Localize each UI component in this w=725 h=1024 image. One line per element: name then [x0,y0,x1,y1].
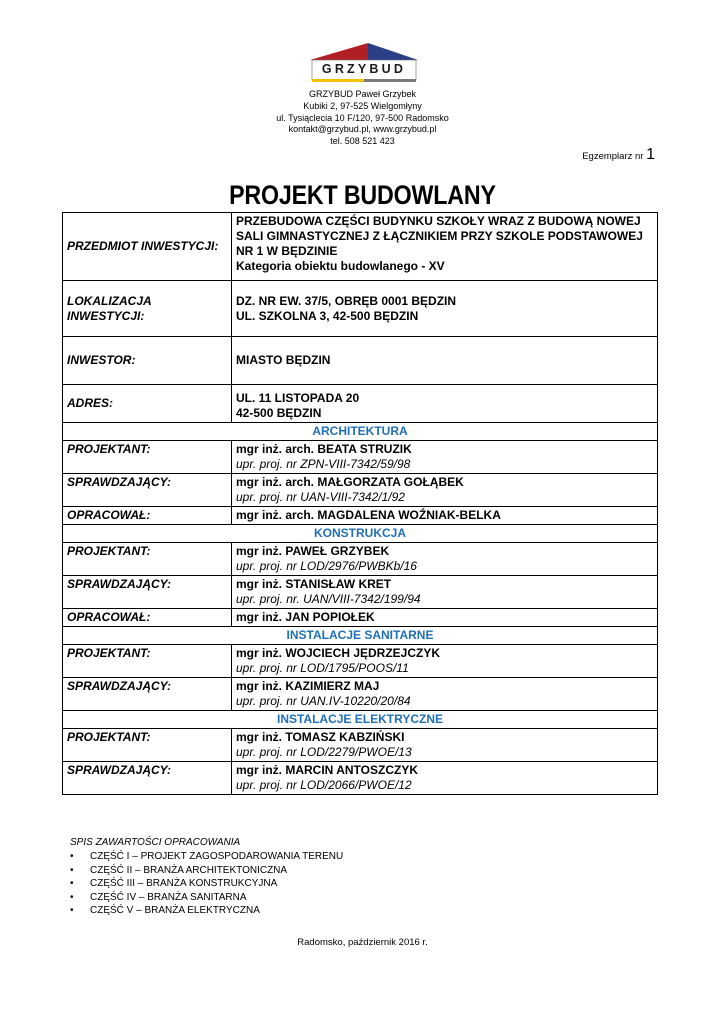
row-lokalizacja [63,281,658,337]
konst-projektant-name: mgr inż. PAWEŁ GRZYBEK [236,544,390,558]
contents-item-text: CZĘŚĆ IV – BRANŻA SANITARNA [90,891,247,903]
value-konst-sprawdzajacy [232,576,658,609]
section-elektryczne [63,711,658,729]
value-arch-projektant [232,441,658,474]
company-contact: kontakt@grzybud.pl, www.grzybud.pl [288,124,437,135]
san-projektant-license: upr. proj. nr LOD/1795/POOS/11 [236,661,409,675]
value-arch-sprawdzajacy [232,474,658,507]
logo-wordmark: GRZYBUD [321,62,407,76]
row-elek-sprawdzajacy [63,762,658,795]
contents-heading: SPIS ZAWARTOŚCI OPRACOWANIA [70,837,241,848]
label-lokalizacja: LOKALIZACJA INWESTYCJI: [63,281,232,337]
elek-projektant-license: upr. proj. nr LOD/2279/PWOE/13 [236,745,412,759]
copy-label: Egzemplarz nr [582,151,644,162]
row-przedmiot [63,213,658,281]
przedmiot-text: PRZEBUDOWA CZĘŚCI BUDYNKU SZKOŁY WRAZ Z BUDOWĄ NOWEJ SALI GIMNASTYCZNEJ Z ŁĄCZNIKIEM PRZY SZKOLE PODSTAWOWEJ NR 1 W BĘDZINIE [236,214,643,258]
value-elek-sprawdzajacy [232,762,658,795]
section-title-konstrukcja: KONSTRUKCJA [63,525,658,543]
lokalizacja-line-2: UL. SZKOLNA 3, 42-500 BĘDZIN [236,308,419,323]
value-elek-projektant [232,729,658,762]
row-san-sprawdzajacy [63,678,658,711]
label-adres: ADRES: [63,385,232,423]
contents-item-text: CZĘŚĆ V – BRANŻA ELEKTRYCZNA [90,905,260,917]
label-przedmiot: PRZEDMIOT INWESTYCJI: [63,213,232,281]
section-konstrukcja [63,525,658,543]
bullet-icon: • [70,864,74,876]
contents-item-text: CZĘŚĆ III – BRANŻA KONSTRUKCYJNA [90,878,278,890]
bullet-icon: • [70,878,74,890]
san-sprawdzajacy-name: mgr inż. KAZIMIERZ MAJ [236,679,380,693]
section-architektura [63,423,658,441]
company-name: GRZYBUD Paweł Grzybek [308,89,417,99]
arch-sprawdzajacy-license: upr. proj. nr UAN-VIII-7342/1/92 [236,490,405,504]
logo-roof-right [368,43,418,60]
company-info [0,89,725,148]
san-projektant-name: mgr inż. WOJCIECH JĘDRZEJCZYK [236,646,441,660]
copy-value: 1 [646,146,655,163]
value-arch-opracowal: mgr inż. arch. MAGDALENA WOŹNIAK-BELKA [232,507,658,525]
company-address-2: ul. Tysiąclecia 10 F/120, 97-500 Radomsko [276,112,449,123]
contents-item [70,891,343,904]
lokalizacja-line-1: DZ. NR EW. 37/5, OBRĘB 0001 BĘDZIN [236,293,457,308]
label-inwestor: INWESTOR: [63,337,232,385]
label-arch-opracowal: OPRACOWAŁ: [63,507,232,525]
label-konst-opracowal: OPRACOWAŁ: [63,609,232,627]
value-lokalizacja [232,281,658,337]
logo-underline-yellow [312,79,364,82]
row-arch-opracowal [63,507,658,525]
elek-sprawdzajacy-license: upr. proj. nr LOD/2066/PWOE/12 [236,778,412,792]
contents-item [70,904,343,917]
row-arch-projektant [63,441,658,474]
contents-item [70,864,343,877]
project-table [62,212,658,795]
bullet-icon: • [70,891,74,903]
label-konst-projektant: PROJEKTANT: [63,543,232,576]
section-sanitarne [63,627,658,645]
contents-item-text: CZĘŚĆ II – BRANŻA ARCHITEKTONICZNA [90,864,288,876]
contents-item-text: CZĘŚĆ I – PROJEKT ZAGOSPODAROWANIA TERENU [90,851,344,863]
label-arch-projektant: PROJEKTANT: [63,441,232,474]
elek-projektant-name: mgr inż. TOMASZ KABZIŃSKI [236,730,405,744]
konst-projektant-license: upr. proj. nr LOD/2976/PWBKb/16 [236,559,417,573]
row-adres [63,385,658,423]
table-of-contents [70,836,343,917]
document-title: PROJEKT BUDOWLANY [229,180,496,210]
label-san-sprawdzajacy: SPRAWDZAJĄCY: [63,678,232,711]
bullet-icon: • [70,905,74,917]
section-title-sanitarne: INSTALACJE SANITARNE [63,627,658,645]
contents-item [70,850,343,863]
label-elek-sprawdzajacy: SPRAWDZAJĄCY: [63,762,232,795]
label-san-projektant: PROJEKTANT: [63,645,232,678]
logo-roof-left [310,43,368,60]
company-phone: tel. 508 521 423 [330,136,395,147]
logo-underline-grey [364,79,416,82]
value-przedmiot [232,213,658,281]
san-sprawdzajacy-license: upr. proj. nr UAN.IV-10220/20/84 [236,694,411,708]
label-elek-projektant: PROJEKTANT: [63,729,232,762]
value-konst-opracowal: mgr inż. JAN POPIOŁEK [232,609,658,627]
copy-number [582,146,655,164]
row-elek-projektant [63,729,658,762]
arch-sprawdzajacy-name: mgr inż. arch. MAŁGORZATA GOŁĄBEK [236,475,464,489]
przedmiot-category: Kategoria obiektu budowlanego - XV [236,259,445,273]
konst-sprawdzajacy-license: upr. proj. nr. UAN/VIII-7342/199/94 [236,592,421,606]
row-konst-opracowal [63,609,658,627]
row-arch-sprawdzajacy [63,474,658,507]
adres-line-2: 42-500 BĘDZIN [236,406,322,420]
place-date: Radomsko, październik 2016 r. [297,937,428,948]
label-arch-sprawdzajacy: SPRAWDZAJĄCY: [63,474,232,507]
row-san-projektant [63,645,658,678]
konst-sprawdzajacy-name: mgr inż. STANISŁAW KRET [236,577,392,591]
bullet-icon: • [70,851,74,863]
row-konst-projektant [63,543,658,576]
value-san-projektant [232,645,658,678]
section-title-architektura: ARCHITEKTURA [63,423,658,441]
adres-line-1: UL. 11 LISTOPADA 20 [236,391,360,405]
arch-projektant-license: upr. proj. nr ZPN-VIII-7342/59/98 [236,457,411,471]
row-inwestor [63,337,658,385]
value-adres [232,385,658,423]
arch-projektant-name: mgr inż. arch. BEATA STRUZIK [236,442,412,456]
value-inwestor: MIASTO BĘDZIN [232,337,658,385]
elek-sprawdzajacy-name: mgr inż. MARCIN ANTOSZCZYK [236,763,418,777]
section-title-elektryczne: INSTALACJE ELEKTRYCZNE [63,711,658,729]
contents-list [70,850,343,917]
contents-item [70,877,343,890]
row-konst-sprawdzajacy [63,576,658,609]
value-san-sprawdzajacy [232,678,658,711]
company-address-1: Kubiki 2, 97-525 Wielgomłyny [303,100,422,111]
label-konst-sprawdzajacy: SPRAWDZAJĄCY: [63,576,232,609]
value-konst-projektant [232,543,658,576]
